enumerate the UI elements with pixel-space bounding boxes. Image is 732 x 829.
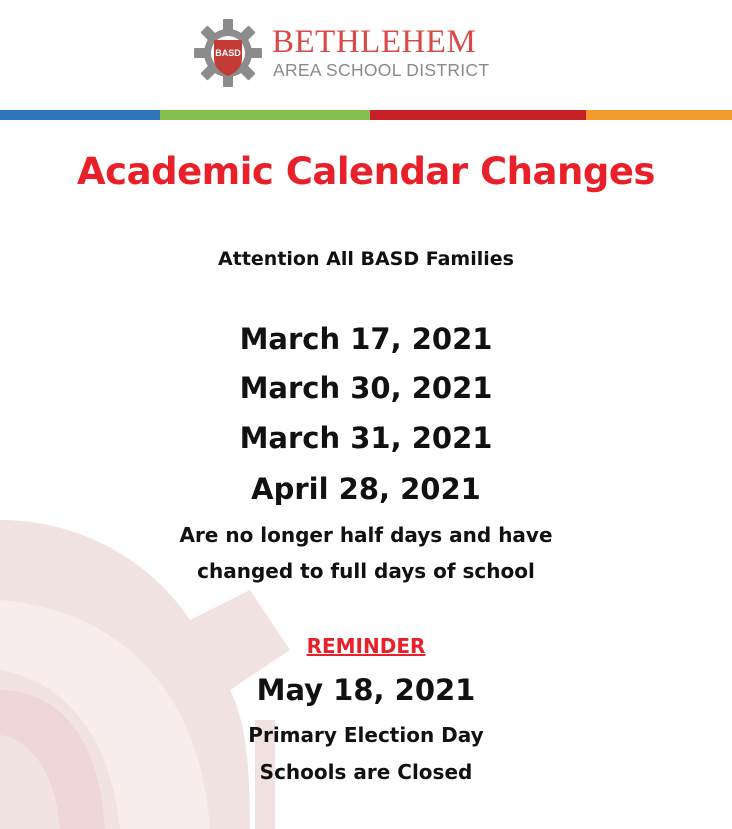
- reminder-heading: REMINDER: [306, 634, 426, 658]
- district-header: [0, 0, 732, 110]
- district-name: BETHLEHEM: [272, 24, 477, 60]
- color-bar-blue: [0, 110, 160, 120]
- reminder-line-1: Primary Election Day: [248, 723, 484, 747]
- page-title: Academic Calendar Changes: [77, 150, 655, 193]
- changed-date-4: April 28, 2021: [251, 472, 481, 506]
- color-bar-green: [160, 110, 370, 120]
- changed-date-3: March 31, 2021: [239, 421, 493, 455]
- color-bar-orange: [586, 110, 732, 120]
- changed-date-1: March 17, 2021: [239, 322, 493, 356]
- reminder-line-2: Schools are Closed: [259, 760, 473, 784]
- change-note-line-1: Are no longer half days and have: [179, 523, 553, 547]
- audience-line: Attention All BASD Families: [218, 248, 514, 270]
- district-logo-gear-icon: [193, 18, 263, 88]
- color-bar-red: [370, 110, 586, 120]
- logo-badge-text: BASD: [215, 48, 241, 58]
- district-subtitle: AREA SCHOOL DISTRICT: [273, 60, 490, 80]
- change-note-line-2: changed to full days of school: [197, 559, 535, 583]
- reminder-date: May 18, 2021: [256, 673, 476, 707]
- changed-date-2: March 30, 2021: [239, 371, 493, 405]
